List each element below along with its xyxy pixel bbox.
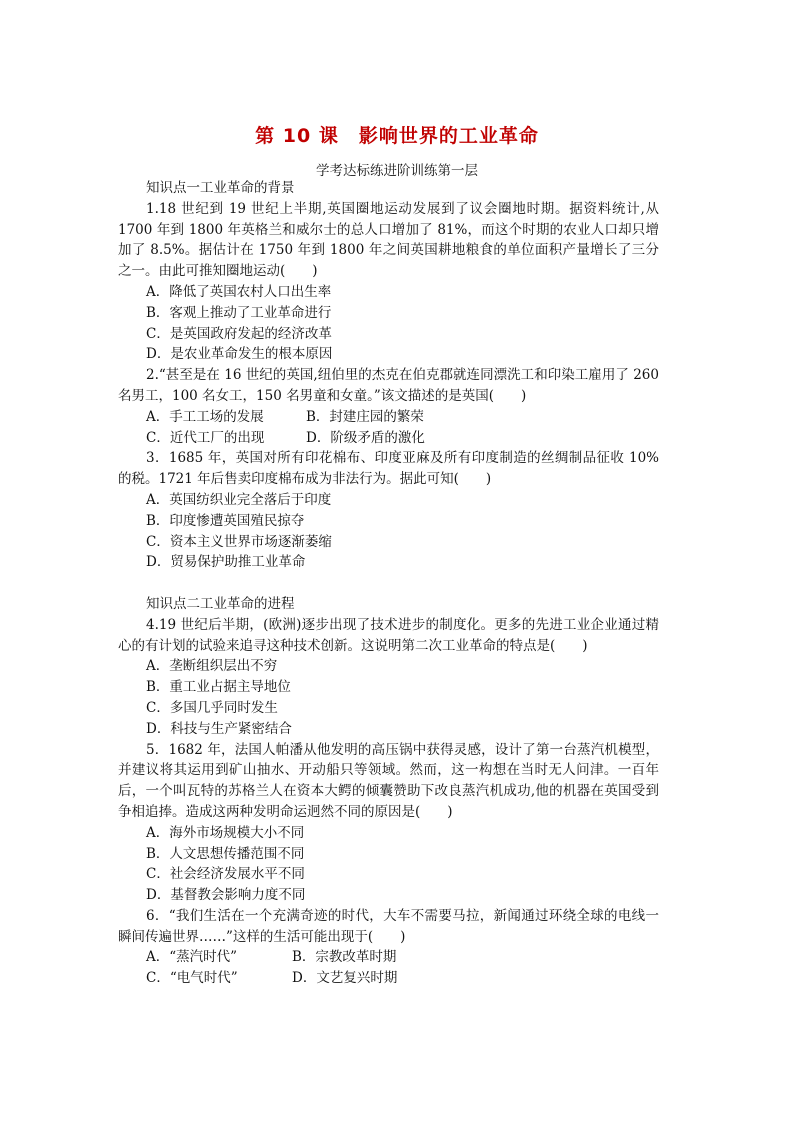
question-4	[118, 615, 686, 740]
question-stem: 3．1685 年，英国对所有印花棉布、印度亚麻及所有印度制造的丝绸制品征收 10%的税。1721 年后售卖印度棉布成为非法行为。据此可知( )	[118, 450, 659, 488]
section-heading-process: 知识点二工业革命的进程	[146, 595, 295, 612]
options-row	[146, 947, 686, 968]
question-stem: 5．1682 年，法国人帕潘从他发明的高压锅中获得灵感，设计了第一台蒸汽机模型，并建议将其运用到矿山抽水、开动船只等领域。然而，这一构想在当时无人问津。一百年后，一个叫瓦特的苏格兰人在资本大鳄的倾囊赞助下改良蒸汽机成功,他的机器在英国受到争相追捧。造成这两种发明命运迥然不同的原因是( )	[118, 741, 659, 820]
option-c: C．多国几乎同时发生	[146, 699, 278, 716]
option-c: C．“电气时代”	[146, 970, 238, 987]
option-d: D．文艺复兴时期	[292, 970, 398, 987]
option-b: B．人文思想传播范围不同	[146, 845, 305, 862]
option-d: D．基督教会影响力度不同	[146, 887, 306, 904]
spacer	[146, 573, 686, 594]
option-b: B．宗教改革时期	[292, 949, 397, 966]
option-a: A．垄断组织层出不穷	[146, 658, 278, 675]
option-b: B．重工业占据主导地位	[146, 679, 291, 696]
option-a: A．英国纺织业完全落后于印度	[146, 491, 332, 508]
option-d: D．阶级矛盾的激化	[306, 429, 425, 446]
options-row	[146, 968, 686, 989]
lesson-title: 第 10 课 影响世界的工业革命	[255, 125, 539, 147]
option-d: D．贸易保护助推工业革命	[146, 554, 306, 571]
options-row	[146, 428, 686, 449]
option-a: A．海外市场规模大小不同	[146, 824, 305, 841]
document-body	[118, 178, 686, 989]
option-a: A．降低了英国农村人口出生率	[146, 283, 332, 300]
question-3	[118, 448, 686, 573]
option-d: D．是农业革命发生的根本原因	[146, 346, 333, 363]
option-c: C．社会经济发展水平不同	[146, 866, 305, 883]
option-a: A．手工工场的发展	[146, 408, 264, 425]
question-stem: 1.18 世纪到 19 世纪上半期,英国圈地运动发展到了议会圈地时期。据资料统计,从 1700 年到 1800 年英格兰和威尔士的总人口增加了 81%，而这个时期的农业人口却只增加了 8.5%。据估计在 1750 年到 1800 年之间英国耕地粮食的单位面积产量增长了三分之一。由此可推知圈地运动( )	[118, 200, 659, 280]
question-6	[118, 906, 686, 989]
option-d: D．科技与生产紧密结合	[146, 720, 292, 737]
option-a: A．“蒸汽时代”	[146, 949, 238, 966]
question-stem: 4.19 世纪后半期，(欧洲)逐步出现了技术进步的制度化。更多的先进工业企业通过精心的有计划的试验来追寻这种技术创新。这说明第二次工业革命的特点是( )	[118, 616, 659, 654]
option-b: B．封建庄园的繁荣	[306, 408, 424, 425]
option-c: C．资本主义世界市场逐渐萎缩	[146, 533, 332, 550]
question-2	[118, 365, 686, 448]
exercise-subtitle: 学考达标练进阶训练第一层	[316, 163, 478, 179]
option-c: C．近代工厂的出现	[146, 429, 265, 446]
section-heading-background: 知识点一工业革命的背景	[146, 180, 295, 196]
option-c: C．是英国政府发起的经济改革	[146, 325, 332, 342]
question-stem: 2.“甚至是在 16 世纪的英国,纽伯里的杰克在伯克郡就连同漂洗工和印染工雇用了 260 名男工，100 名女工，150 名男童和女童。”该文描述的是英国( )	[118, 367, 659, 404]
question-stem: 6．“我们生活在一个充满奇迹的时代，大车不需要马拉，新闻通过环绕全球的电线一瞬间传遍世界……”这样的生活可能出现于( )	[118, 907, 659, 945]
question-5	[118, 740, 686, 906]
option-b: B．印度惨遭英国殖民掠夺	[146, 512, 305, 529]
option-b: B．客观上推动了工业革命进行	[146, 304, 332, 321]
question-1	[118, 199, 686, 365]
options-row	[146, 407, 686, 428]
